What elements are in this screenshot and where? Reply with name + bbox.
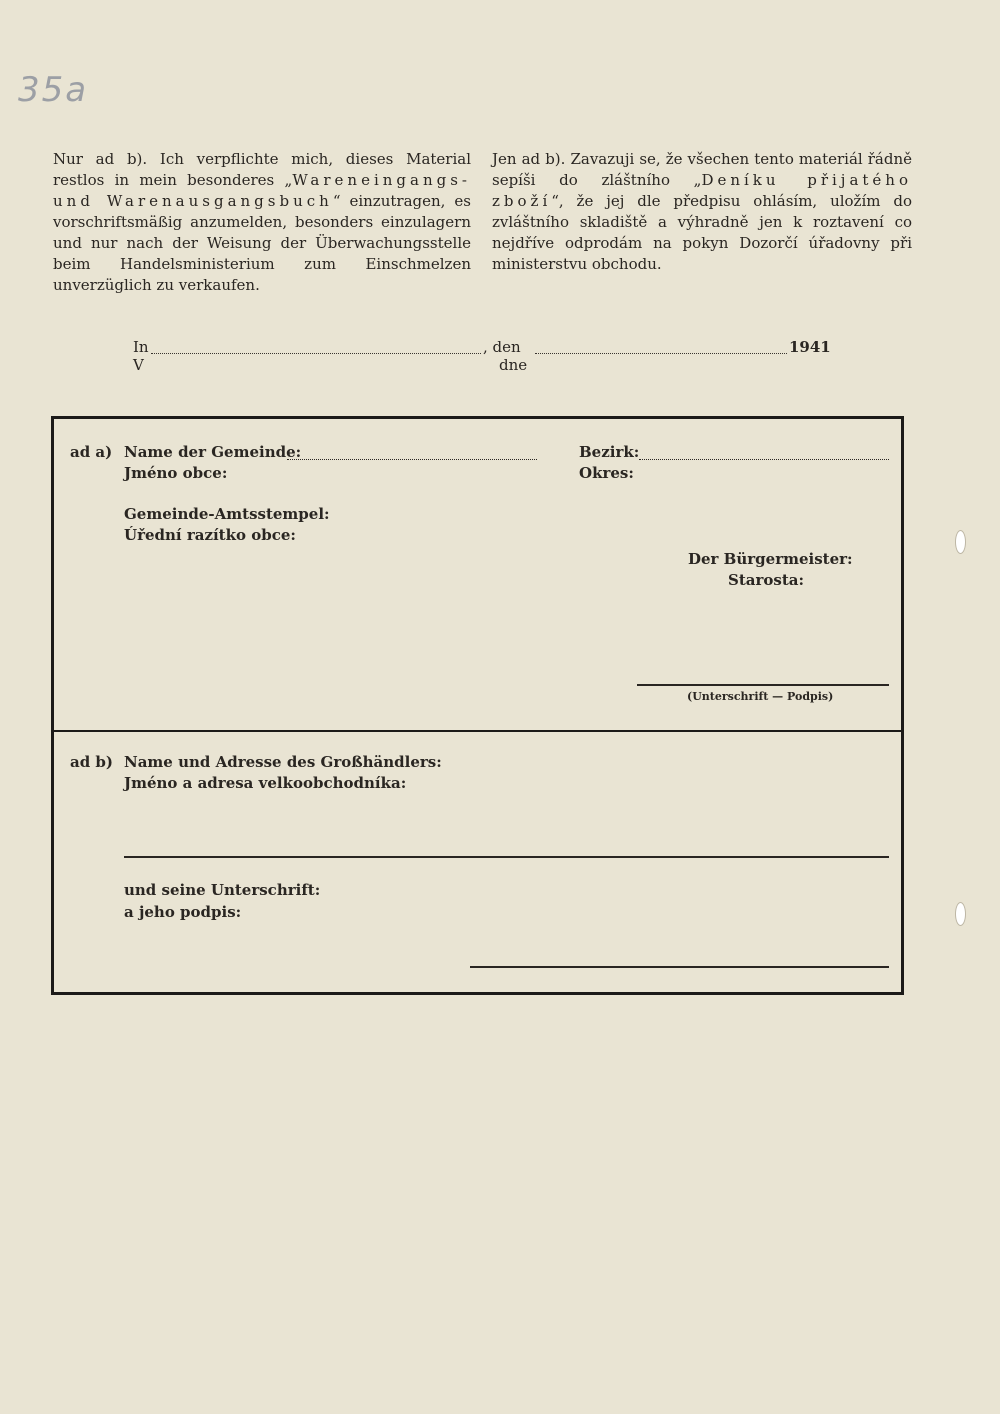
- district-label-de: Bezirk:: [579, 443, 640, 461]
- paragraph-czech: [492, 149, 912, 275]
- signature-caption: (Unterschrift — Podpis): [687, 690, 834, 703]
- section-divider: [54, 730, 901, 732]
- date-label-de: , den: [483, 338, 521, 356]
- mayor-signature-line[interactable]: [637, 684, 889, 686]
- municipality-name-label-de: Name der Gemeinde:: [124, 443, 302, 461]
- place-field[interactable]: [151, 353, 481, 354]
- mayor-label-cz: Starosta:: [728, 571, 805, 589]
- handwritten-page-number: 35a: [18, 70, 89, 110]
- paragraph-czech-term: Deníku přijatého zboží: [492, 171, 912, 210]
- stamp-label-de: Gemeinde-Amtsstempel:: [124, 505, 330, 523]
- municipality-name-label-cz: Jméno obce:: [124, 464, 228, 482]
- punch-hole-bottom: [955, 902, 966, 926]
- wholesaler-signature-label-de: und seine Unterschrift:: [124, 881, 321, 899]
- form-box: [51, 416, 904, 995]
- paragraph-czech-part2: “, že jej dle předpisu ohlásím, uložím do zvláštního skladiště a výhradně jen k roztavení co nejdříve odprodám na pokyn Dozorčí úřadovny při ministerstvu obchodu.: [492, 192, 912, 273]
- punch-hole-top: [955, 530, 966, 554]
- year-label: 1941: [789, 338, 831, 356]
- mayor-label-de: Der Bürgermeister:: [688, 550, 853, 568]
- wholesaler-name-label-de: Name und Adresse des Großhändlers:: [124, 753, 442, 771]
- municipality-name-field[interactable]: [287, 459, 537, 460]
- place-label-de: In: [133, 338, 149, 356]
- paragraph-czech-part1: Jen ad b). Zavazuji se, že všechen tento materiál řádně sepíši do zláštního „: [492, 150, 912, 189]
- district-label-cz: Okres:: [579, 464, 634, 482]
- wholesaler-address-line[interactable]: [124, 856, 889, 858]
- wholesaler-signature-label-cz: a jeho podpis:: [124, 903, 242, 921]
- date-field[interactable]: [535, 353, 787, 354]
- wholesaler-name-label-cz: Jméno a adresa velkoobchodníka:: [124, 774, 407, 792]
- place-date-line: [133, 338, 833, 378]
- paragraph-german: [53, 149, 471, 296]
- section-b-marker: ad b): [70, 753, 114, 771]
- section-a-marker: ad a): [70, 443, 113, 461]
- wholesaler-signature-line[interactable]: [470, 966, 889, 968]
- district-field[interactable]: [639, 459, 889, 460]
- paragraph-german-part1: Nur ad b). Ich verpflichte mich, dieses Material restlos in mein besonderes „: [53, 150, 471, 189]
- paragraph-german-part2: “ einzutragen, es vorschriftsmäßig anzumelden, besonders einzulagern und nur nach der Weisung der Überwachungsstelle beim Handelsministerium zum Einschmelzen unverzüglich zu verkaufen.: [53, 192, 471, 294]
- place-label-cz: V: [133, 356, 144, 374]
- stamp-label-cz: Úřední razítko obce:: [124, 526, 296, 544]
- paragraph-german-term: Wareneingangs- und Warenausgangsbuch: [53, 171, 471, 210]
- date-label-cz: dne: [499, 356, 528, 374]
